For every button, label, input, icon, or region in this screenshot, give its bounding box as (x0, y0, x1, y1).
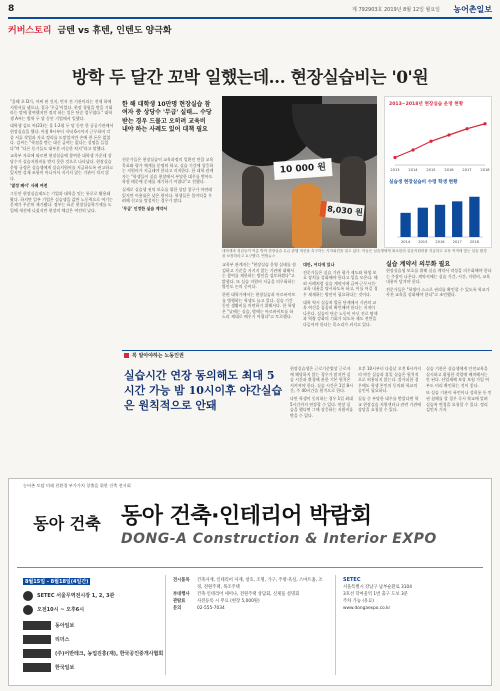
tick-label: 2016 (444, 168, 454, 172)
paragraph: 현장실습생 보호를 위해 실습 계약서 작성을 의무화해야 한다는 주장이 나온다. 계약서에는 실습 기간, 시간, 지원비, 교육 내용이 담겨야 한다. (386, 268, 492, 285)
issue-info: 제 792903호 2019년 8월 12일 월요일 (352, 7, 440, 13)
sponsor-logo (23, 649, 51, 658)
bar (418, 208, 428, 237)
page-header (8, 4, 492, 16)
venue-icon (23, 591, 33, 601)
ad-row (23, 589, 114, 602)
tick-label: 2013 (390, 168, 400, 172)
paragraph: 전문가들은 실습 기관 평가 제도와 학생 보호 장치를 강화해야 한다고 입을 모은다. 해외 사례처럼 실습 계약서에 급여·근무시간·교육 내용을 명시하도록 하고, 이를 어길 경우 제재하는 방안이 필요하다는 것이다. (303, 269, 378, 297)
ad-row-text: 리더스 (55, 637, 70, 643)
tick-label: 2014 (401, 240, 411, 244)
article-headline: 방학 두 달간 꼬박 일했는데… 현장실습비는 '0'원 (71, 68, 429, 88)
page-number: 8 (8, 4, 15, 14)
column-subhead: 대안, 어디에 있나 (303, 262, 335, 267)
venue-name: SETEC (343, 577, 361, 583)
tick-label: 2014 (408, 168, 418, 172)
bar (435, 205, 445, 237)
ad-info-key: 부대행사 (173, 592, 190, 597)
tick-label: 2017 (462, 168, 472, 172)
ad-info-row (173, 591, 327, 598)
chart-svg (385, 97, 493, 249)
umbrella-shape (292, 104, 377, 164)
paragraph: 전문가들은 "학생이 스스로 권리를 확인할 수 있도록 학교가 사전 교육을 강화해야 한다"고 조언했다. (386, 286, 490, 298)
ad-logo-text: 동아 건축 (33, 513, 101, 533)
header-rule (8, 17, 492, 19)
data-point (465, 127, 468, 130)
bar (469, 197, 479, 237)
paragraph: 현장실습생은 근로기준법상 근로자에 해당하지 않는 경우가 많지만 실습 시간과 환경에 관한 기본 원칙은 지켜져야 한다. 실습 시간은 1일 8시간, 주 40시간을 원칙으로 한다. (290, 366, 353, 394)
ad-info-value: 건축·인테리어 세미나, 전원주택 상담회, 신제품 설명회 (197, 592, 300, 597)
box-rule (122, 350, 492, 351)
ad-info-key: 전시품목 (173, 578, 190, 583)
ad-info-row (173, 577, 327, 591)
box-column-3 (426, 366, 492, 470)
ad-info-value: 02-555-7034 (197, 606, 225, 611)
paragraph: 전문가들은 현장실습이 교육과정의 일환인 만큼 교육 목표와 평가 체계를 분명히 하고, 실습 기간에 상응하는 지원비가 지급돼야 한다고 지적한다. 한 대학 관계자는 "학생들이 실습 현장에서 부당한 대우를 받아도 학점 때문에 문제를 제기하기 어렵다"고 전했다. (122, 157, 214, 185)
box-label (124, 352, 184, 359)
ad-top-text: 농어촌 토탈 미래 친환경 부가가치 창출을 위한 건축 전시회 (23, 483, 131, 488)
ad-row-text: 동아일보 (55, 623, 75, 629)
section-tag: 커버스토리 (8, 25, 52, 36)
venue-line: 3호선 학여울역 1번 출구 도보 3분 (343, 592, 408, 597)
venue-line: 주차 가능 (유료) (343, 599, 374, 604)
chart-title: 실습생 현장실습비 수령 학생 현황 (389, 180, 458, 185)
section-row (8, 22, 172, 36)
paragraph: 또 실습 기관이 폭언이나 성희롱 등 인권 침해를 할 경우 즉시 학교에 알려 실습처 변경을 요청할 수 있다. 정리 김민지 기자 (426, 390, 492, 413)
box-column-2 (358, 366, 422, 470)
paper-name: 농어촌일보 (453, 5, 492, 14)
section-subtitle: 금텐 vs 휴텐, 인텐도 양극화 (57, 25, 172, 36)
label-square-icon (124, 353, 129, 358)
paragraph: 교육부 관계자는 "현장실습 운영 실태를 점검하고 기준을 지키지 않는 기관에 대해서는 참여를 제한하는 방안을 검토하겠다"고 밝혔다. 또 실습 지원비 지급을 의무화하는 방안도 논의 중이다. (222, 262, 296, 290)
box-headline: 실습시간 연장 동의해도 최대 5시간 가능 밤 10시이후 야간실습은 원칙적으로 안돼 (124, 369, 283, 412)
ad-logo (23, 499, 111, 547)
ad-title-en: DONG-A Construction & Interior EXPO (121, 531, 437, 547)
protest-sign: 10 000 원 (273, 158, 332, 180)
venue-line: www.dongaexpo.co.kr (343, 606, 391, 611)
article-column-2 (122, 157, 214, 347)
person-figure (340, 156, 366, 236)
ad-info-value: 건축자재, 인테리어 자재, 창호, 조명, 가구, 주방·욕실, 스마트홈, 조경, 전원주택, 목조주택 (197, 578, 323, 590)
paragraph: 실습 중 부당한 대우를 받았다면 학교 현장실습 지원센터나 관련 기관에 상담을 요청할 수 있다. (358, 395, 422, 413)
sponsor-logo (23, 663, 51, 672)
ad-info-row (173, 605, 327, 612)
side-article-headline: 실습 계약서 의무화 필요 (386, 261, 451, 268)
ad-row (23, 661, 74, 674)
protest-sign: 8,030 원 (319, 201, 364, 222)
paragraph: 오후 10시부터 다음날 오전 6시까지의 야간 실습과 휴일 실습은 원칙적으로 허용되지 않는다. 불가피한 경우에도 학생 본인의 동의와 학교의 승인이 필요하다. (358, 366, 421, 394)
paragraph: 대학 역시 실습처 발굴 단계에서 기관의 교육 여건을 꼼꼼히 확인해야 한다는 지적이 나온다. 실습이 단순 노동이 아닌 진로 탐색과 역량 강화의 기회가 되도록 제도 전반을 다듬어야 한다는 목소리가 커지고 있다. (303, 299, 378, 327)
chart-title: 2013~2018년 현장실습 운영 현황 (389, 102, 464, 107)
ad-title: 동아 건축·인테리어 박람회 (121, 504, 372, 529)
bar (452, 201, 462, 237)
article-column-4 (303, 262, 379, 347)
column-subhead: '무급' 인정한 실습 계약서 (122, 205, 168, 211)
series-line (395, 124, 485, 158)
box-label-text: 꼭 알아야하는 노동인권 (132, 353, 184, 359)
paragraph: 다만 학생이 동의하는 경우 1일 최대 5시간까지 연장할 수 있다. 연장 실습을 했다면 그에 상응하는 지원비를 받을 수 있다. (290, 395, 354, 418)
ad-row-text: 오전10시 ~ 오후6시 (37, 607, 85, 613)
ad-row (23, 633, 70, 646)
tick-label: 2015 (426, 168, 436, 172)
ad-info-key: 문의 (173, 606, 182, 611)
ad-venue-info (343, 577, 479, 612)
person-figure (292, 184, 322, 248)
paragraph: 실습 기관은 실습생에게 안전교육을 실시하고 위험한 작업에 배치해서는 안 된다. 산업재해 보상 보험 가입 여부도 미리 확인하는 것이 좋다. (426, 366, 489, 388)
article-column-1 (10, 99, 114, 347)
sponsor-logo (23, 621, 51, 630)
ad-row (23, 619, 74, 632)
ad-divider (165, 575, 166, 675)
ad-row (23, 575, 90, 588)
tick-label: 2018 (480, 168, 490, 172)
ad-row-text: (주)어반테크, 농업진흥(재), 한국공인중개사협회 (55, 651, 164, 657)
venue-line: 서울특별시 강남구 남부순환로 3104 (343, 585, 412, 590)
clock-icon (23, 605, 33, 615)
ad-info-row (173, 598, 327, 605)
ad-row-text: 한국일보 (55, 665, 75, 671)
person-figure (242, 166, 264, 226)
tick-label: 2017 (452, 240, 462, 244)
paragraph: "올해 초 D기, 어찌 된 건지, 먼저 전 기관이라는 전제 하에 지원서를 냈으나, 결국 '무급'이었다. 현장 경험을 쌓을 기회라는 말에 참여했지만 정작 하는 일은 단순 업무였다." 대학생 A씨는 방학 두 달 동안 기업에서 일했다. (10, 99, 113, 121)
data-point (429, 140, 432, 143)
ad-row (23, 647, 163, 660)
article-lead: 한 해 대학생 10만명 현장실습 참여자 중 상당수 '무급' 실태… 수당 받는 경우 드물고 오히려 교육비 내야 하는 사례도 있어 대책 필요 (122, 101, 212, 134)
ad-rule (17, 567, 483, 568)
ad-divider (335, 575, 336, 675)
data-point (447, 133, 450, 136)
paragraph: 실제로 실습생 권익 보호를 위한 상담 창구가 마련돼 있지만 이용률은 낮은 편이다. 학생들은 불이익을 우려해 신고를 망설이는 경우가 많다. (122, 186, 213, 204)
article-column-3 (222, 262, 297, 347)
paragraph: 그동안 현장실습제도는 기업과 대학을 잇는 통로로 활용돼 왔다. 하지만 일부 기업은 실습생을 값싼 노동력으로 여기는 문제가 꾸준히 제기됐다. 정부는 표준 현장실습학기제를 도입해 개선에 나섰지만 현장의 체감은 여전히 낮다. (10, 190, 113, 213)
expo-advertisement (8, 478, 492, 686)
ad-info-value: 사전등록 시 무료 (현장 5,000원) (197, 599, 260, 604)
side-article-body (386, 268, 492, 347)
paragraph: 한편 대학가에서는 현장실습과 아르바이트를 병행하는 학생도 늘고 있다. 실습 기간 동안 생활비를 마련하기 위해서다. 한 학생은 "낮에는 실습, 밤에는 아르바이트를 하느라 제대로 배우기 어렵다"고 토로했다. (222, 291, 296, 320)
data-point (483, 122, 486, 125)
sponsor-logo (23, 635, 51, 644)
column-subhead: '열정 페이' 사례 여전 (10, 183, 48, 189)
bar (400, 213, 410, 237)
ad-row (23, 603, 84, 616)
data-point (411, 148, 414, 151)
tick-label: 2015 (418, 240, 428, 244)
ad-row-text: SETEC 서울무역전시장 1, 2, 3관 (37, 593, 115, 599)
box-column-1 (290, 366, 354, 470)
photo-caption: 대학생과 청년들이 여름 방학 현장실습 무급 관행 개선을 촉구하는 기자회견을 열고 있다. 이들은 실습생에게 최소한의 실습지원비를 지급하고 교육 목적에 맞는 실습 환경을 보장하라고 요구했다. 연합뉴스 (222, 249, 487, 258)
data-point (393, 156, 396, 159)
paragraph: 교육부 자료에 따르면 현장실습에 참여한 대학생 가운데 상당수가 실습지원비를 받지 못한 것으로 나타났다. 현장실습 운영 규정은 실습생에게 실습지원비를 지급하도록 권고하고 있지만 강제 조항이 아니어서 지키지 않는 기관이 적지 않다. (10, 153, 113, 181)
ad-date: 8월15일 - 8월18일(4일간) (25, 579, 89, 585)
paragraph: 대학생 김모 씨(23)는 올 1·2월 두 달 동안 한 공공기관에서 현장실습을 했다. 아침 9시부터 저녁 6시까지 근무하며 각종 서류 작업과 자료 정리를 도맡았지만 손에 쥔 돈은 없었다. 김씨는 "학점을 받는 대신 급여는 없다는 설명을 들었다"며 "다른 동기들도 대부분 비슷한 처지"라고 말했다. (10, 123, 114, 151)
article-photo (222, 96, 377, 248)
tick-label: 2018 (469, 240, 479, 244)
ad-info (173, 577, 327, 612)
chart-panel (384, 96, 492, 248)
ad-info-key: 관람료 (173, 599, 186, 604)
tick-label: 2016 (435, 240, 445, 244)
